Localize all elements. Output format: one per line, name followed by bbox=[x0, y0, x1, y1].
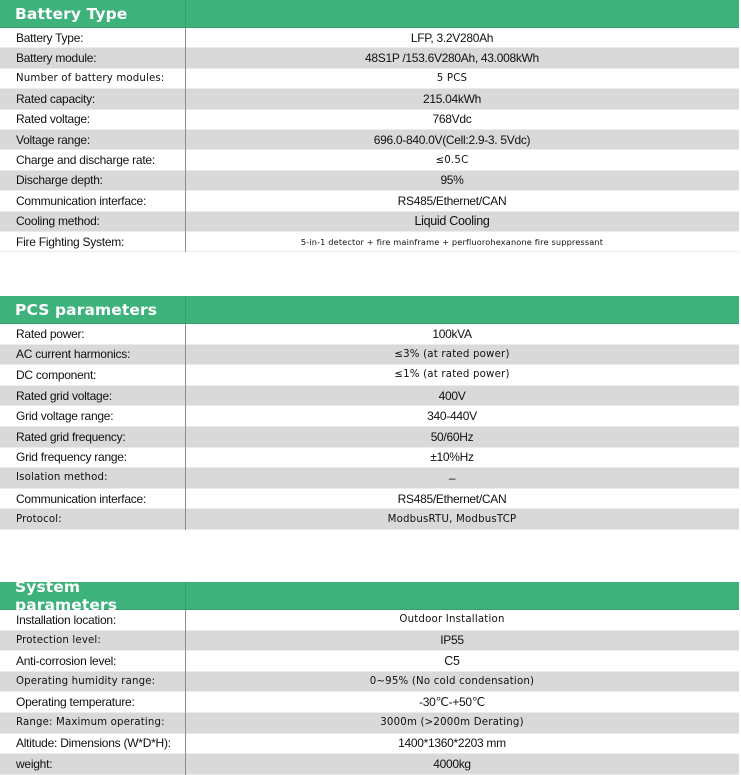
column-divider bbox=[185, 69, 186, 89]
column-divider bbox=[185, 406, 186, 427]
spec-value: 100kVA bbox=[432, 326, 472, 341]
column-divider bbox=[185, 110, 186, 130]
spec-row-communication-interface bbox=[0, 191, 739, 211]
spec-label: Altitude: Dimensions (W*D*H): bbox=[16, 736, 171, 751]
spec-value: 340-440V bbox=[427, 409, 477, 424]
spec-row-communication-interface bbox=[0, 489, 739, 510]
column-divider bbox=[185, 582, 186, 610]
column-divider bbox=[185, 296, 186, 324]
spec-value: 1400*1360*2203 mm bbox=[398, 736, 506, 751]
spec-row-fire-fighting-system bbox=[0, 232, 739, 252]
spec-label: Cooling method: bbox=[16, 214, 100, 229]
spec-row-battery-type bbox=[0, 28, 739, 48]
column-divider bbox=[185, 345, 186, 366]
column-divider bbox=[185, 754, 186, 775]
spec-label: Installation location: bbox=[16, 612, 116, 627]
spec-label: Number of battery modules: bbox=[16, 72, 165, 84]
spec-value: -30℃-+50℃ bbox=[419, 695, 485, 710]
column-divider bbox=[185, 232, 186, 252]
column-divider bbox=[185, 651, 186, 672]
column-divider bbox=[185, 150, 186, 170]
spec-value: 400V bbox=[438, 388, 466, 403]
spec-label: Isolation method: bbox=[16, 472, 108, 484]
spec-value: 768Vdc bbox=[432, 112, 472, 127]
spec-row-rated-capacity bbox=[0, 89, 739, 109]
column-divider bbox=[185, 713, 186, 734]
column-divider bbox=[185, 130, 186, 150]
spec-label: Range: Maximum operating: bbox=[16, 717, 165, 729]
column-divider bbox=[185, 427, 186, 448]
spec-row-number-of-modules bbox=[0, 69, 739, 89]
spec-value: 4000kg bbox=[433, 756, 471, 771]
spec-label: Rated power: bbox=[16, 326, 85, 341]
column-divider bbox=[185, 89, 186, 109]
spec-label: Battery Type: bbox=[16, 30, 84, 45]
spec-label: Grid frequency range: bbox=[16, 450, 127, 465]
spec-value: 3000m (>2000m Derating) bbox=[380, 717, 524, 729]
spec-label: Rated capacity: bbox=[16, 91, 95, 106]
spec-label: DC component: bbox=[16, 367, 97, 382]
column-divider bbox=[185, 212, 186, 232]
spec-label: Rated grid voltage: bbox=[16, 388, 112, 403]
spec-label: Grid voltage range: bbox=[16, 409, 114, 424]
spec-row-operating-temperature bbox=[0, 692, 739, 713]
spec-row-discharge-depth bbox=[0, 171, 739, 191]
spec-row-voltage-range bbox=[0, 130, 739, 150]
battery-type-table bbox=[0, 0, 739, 252]
column-divider bbox=[185, 48, 186, 68]
column-divider bbox=[185, 28, 186, 48]
spec-row-protocol bbox=[0, 509, 739, 530]
pcs-parameters-header bbox=[0, 296, 739, 324]
spec-row-rated-grid-frequency bbox=[0, 427, 739, 448]
spec-value: 50/60Hz bbox=[430, 429, 474, 444]
spec-value: RS485/Ethernet/CAN bbox=[397, 491, 507, 506]
battery-type-header bbox=[0, 0, 739, 28]
column-divider bbox=[185, 324, 186, 345]
spec-value: 48S1P /153.6V280Ah, 43.008kWh bbox=[365, 51, 539, 66]
spec-value: ≤3% (at rated power) bbox=[394, 348, 510, 360]
spec-label: Fire Fighting System: bbox=[16, 234, 125, 249]
spec-row-rated-voltage bbox=[0, 110, 739, 130]
spec-row-maximum-operating-range bbox=[0, 713, 739, 734]
section-title: Battery Type bbox=[15, 5, 128, 23]
spec-value: – bbox=[448, 470, 456, 485]
spec-label: Discharge depth: bbox=[16, 173, 103, 188]
spec-label: Protection level: bbox=[16, 634, 101, 646]
spec-label: weight: bbox=[16, 756, 53, 771]
spec-value: ≤0.5C bbox=[435, 154, 469, 166]
column-divider bbox=[185, 509, 186, 530]
column-divider bbox=[185, 171, 186, 191]
spec-value: 696.0-840.0V(Cell:2.9-3. 5Vdc) bbox=[373, 132, 531, 147]
spec-label: Anti-corrosion level: bbox=[16, 653, 117, 668]
spec-label: Communication interface: bbox=[16, 491, 147, 506]
spec-value: ±10%Hz bbox=[430, 450, 474, 465]
spec-value: Liquid Cooling bbox=[414, 214, 490, 229]
spec-row-rated-power bbox=[0, 324, 739, 345]
pcs-parameters-table bbox=[0, 296, 739, 530]
spec-row-operating-humidity-range bbox=[0, 672, 739, 693]
spec-row-rated-grid-voltage bbox=[0, 386, 739, 407]
spec-row-cooling-method bbox=[0, 212, 739, 232]
spec-value: 0~95% (No cold condensation) bbox=[369, 676, 535, 688]
column-divider bbox=[185, 489, 186, 510]
section-title: PCS parameters bbox=[15, 301, 158, 319]
column-divider bbox=[185, 386, 186, 407]
spec-label: Operating humidity range: bbox=[16, 676, 156, 688]
system-parameters-table bbox=[0, 578, 739, 775]
column-divider bbox=[185, 631, 186, 652]
spec-label: Operating temperature: bbox=[16, 695, 135, 710]
column-divider bbox=[185, 610, 186, 631]
spec-row-charge-discharge-rate bbox=[0, 150, 739, 170]
spec-value: RS485/Ethernet/CAN bbox=[397, 193, 507, 208]
spec-row-battery-module bbox=[0, 48, 739, 68]
column-divider bbox=[185, 365, 186, 386]
spec-label: Rated voltage: bbox=[16, 112, 90, 127]
column-divider bbox=[185, 468, 186, 489]
spec-value: 5-in-1 detector + fire mainframe + perfluorohexanone fire suppressant bbox=[300, 236, 604, 247]
spec-value: LFP, 3.2V280Ah bbox=[410, 30, 494, 45]
spec-label: Battery module: bbox=[16, 51, 97, 66]
spec-row-isolation-method bbox=[0, 468, 739, 489]
spec-value: 215.04kWh bbox=[422, 91, 481, 106]
spec-row-ac-current-harmonics bbox=[0, 345, 739, 366]
spec-label: Rated grid frequency: bbox=[16, 429, 126, 444]
spec-row-anti-corrosion-level bbox=[0, 651, 739, 672]
spec-row-grid-voltage-range bbox=[0, 406, 739, 427]
spec-label: Voltage range: bbox=[16, 132, 90, 147]
spec-row-protection-level bbox=[0, 631, 739, 652]
spec-row-dc-component bbox=[0, 365, 739, 386]
column-divider bbox=[185, 672, 186, 693]
column-divider bbox=[185, 692, 186, 713]
spec-value: 95% bbox=[440, 173, 464, 188]
spec-value: IP55 bbox=[440, 633, 464, 648]
system-parameters-header bbox=[0, 578, 739, 614]
column-divider bbox=[185, 734, 186, 755]
spec-row-installation-location bbox=[0, 610, 739, 631]
spec-label: Charge and discharge rate: bbox=[16, 153, 155, 168]
spec-row-grid-frequency-range bbox=[0, 448, 739, 469]
spec-value: 5 PCS bbox=[436, 72, 468, 84]
spec-value: C5 bbox=[444, 653, 460, 668]
spec-row-dimensions bbox=[0, 734, 739, 755]
spec-value: ModbusRTU, ModbusTCP bbox=[387, 513, 517, 525]
spec-row-weight bbox=[0, 754, 739, 775]
spec-label: Communication interface: bbox=[16, 193, 147, 208]
column-divider bbox=[185, 191, 186, 211]
column-divider bbox=[185, 448, 186, 469]
spec-value: ≤1% (at rated power) bbox=[394, 369, 510, 381]
column-divider bbox=[185, 0, 186, 28]
spec-value: Outdoor Installation bbox=[399, 614, 505, 626]
section-title: System parameters bbox=[15, 578, 118, 614]
spec-label: AC current harmonics: bbox=[16, 347, 131, 362]
spec-label: Protocol: bbox=[16, 513, 62, 525]
